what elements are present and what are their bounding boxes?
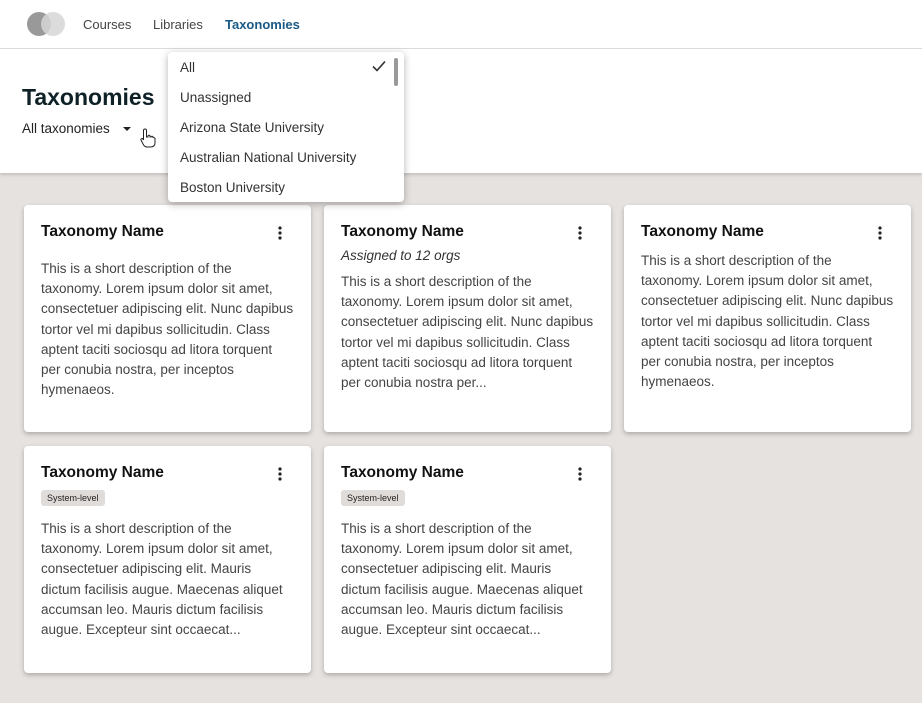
card-title: Taxonomy Name [341,223,464,240]
option-unassigned[interactable]: Unassigned [180,89,252,105]
more-options-icon[interactable] [278,226,282,240]
more-options-icon[interactable] [878,226,882,240]
card-title: Taxonomy Name [41,223,164,240]
taxonomy-card[interactable] [324,446,611,673]
more-options-icon[interactable] [578,467,582,481]
taxonomy-card[interactable] [24,205,311,432]
card-assigned-orgs: Assigned to 12 orgs [341,248,461,263]
card-description: This is a short description of the taxonomy. Lorem ipsum dolor sit amet, consectetuer adipiscing elit. Mauris dictum facilisis augue. Maecenas aliquet accumsan leo. Mauris dictum facilisis augue. Excepteur sint occaecat... [341,521,583,638]
page-header [0,49,922,173]
top-nav [0,0,922,49]
option-label: All [180,59,196,75]
more-options-icon[interactable] [578,226,582,240]
card-description: This is a short description of the taxonomy. Lorem ipsum dolor sit amet, consectetuer adipiscing elit. Mauris dictum facilisis augue. Maecenas aliquet accumsan leo. Mauris dictum facilisis augue. Excepteur sint occaecat... [41,521,283,638]
system-level-badge: System-level [41,490,105,506]
taxonomy-filter-dropdown[interactable] [22,121,131,136]
option-boston-university[interactable]: Boston University [180,179,286,195]
more-options-icon[interactable] [278,467,282,481]
nav-courses[interactable]: Courses [83,17,132,32]
taxonomy-card[interactable] [324,205,611,432]
menu-scrollbar[interactable] [394,58,398,86]
card-description: This is a short description of the taxonomy. Lorem ipsum dolor sit amet, consectetuer adipiscing elit. Nunc dapibus tortor vel mi dapibus sollicitudin. Class aptent taciti sociosqu ad litora torquent per conubia nostra, per inceptos hymenaeos. [41,261,294,398]
option-all[interactable] [168,52,404,82]
system-level-badge: System-level [341,490,405,506]
card-title: Taxonomy Name [341,464,464,481]
card-title: Taxonomy Name [641,223,764,240]
page-title: Taxonomies [22,84,155,110]
taxonomy-card[interactable] [624,205,911,432]
check-icon [372,59,386,73]
option-australian-national-university[interactable]: Australian National University [180,149,357,165]
caret-down-icon [123,127,131,131]
taxonomy-filter-menu [168,52,404,202]
logo[interactable] [27,12,65,36]
card-description: This is a short description of the taxonomy. Lorem ipsum dolor sit amet, consectetuer adipiscing elit. Nunc dapibus tortor vel mi dapibus sollicitudin. Class aptent taciti sociosqu ad litora torquent per conubia nostra per... [341,274,594,391]
card-title: Taxonomy Name [41,464,164,481]
nav-taxonomies[interactable]: Taxonomies [225,17,300,32]
filter-label: All taxonomies [22,121,110,136]
taxonomy-card[interactable] [24,446,311,673]
card-description: This is a short description of the taxonomy. Lorem ipsum dolor sit amet, consectetuer adipiscing elit. Nunc dapibus tortor vel mi dapibus sollicitudin. Class aptent taciti sociosqu ad litora torquent per conubia nostra, per inceptos hymenaeos. [641,253,894,390]
option-arizona-state-university[interactable]: Arizona State University [180,119,325,135]
hand-cursor-icon [140,128,156,148]
nav-libraries[interactable]: Libraries [153,17,203,32]
